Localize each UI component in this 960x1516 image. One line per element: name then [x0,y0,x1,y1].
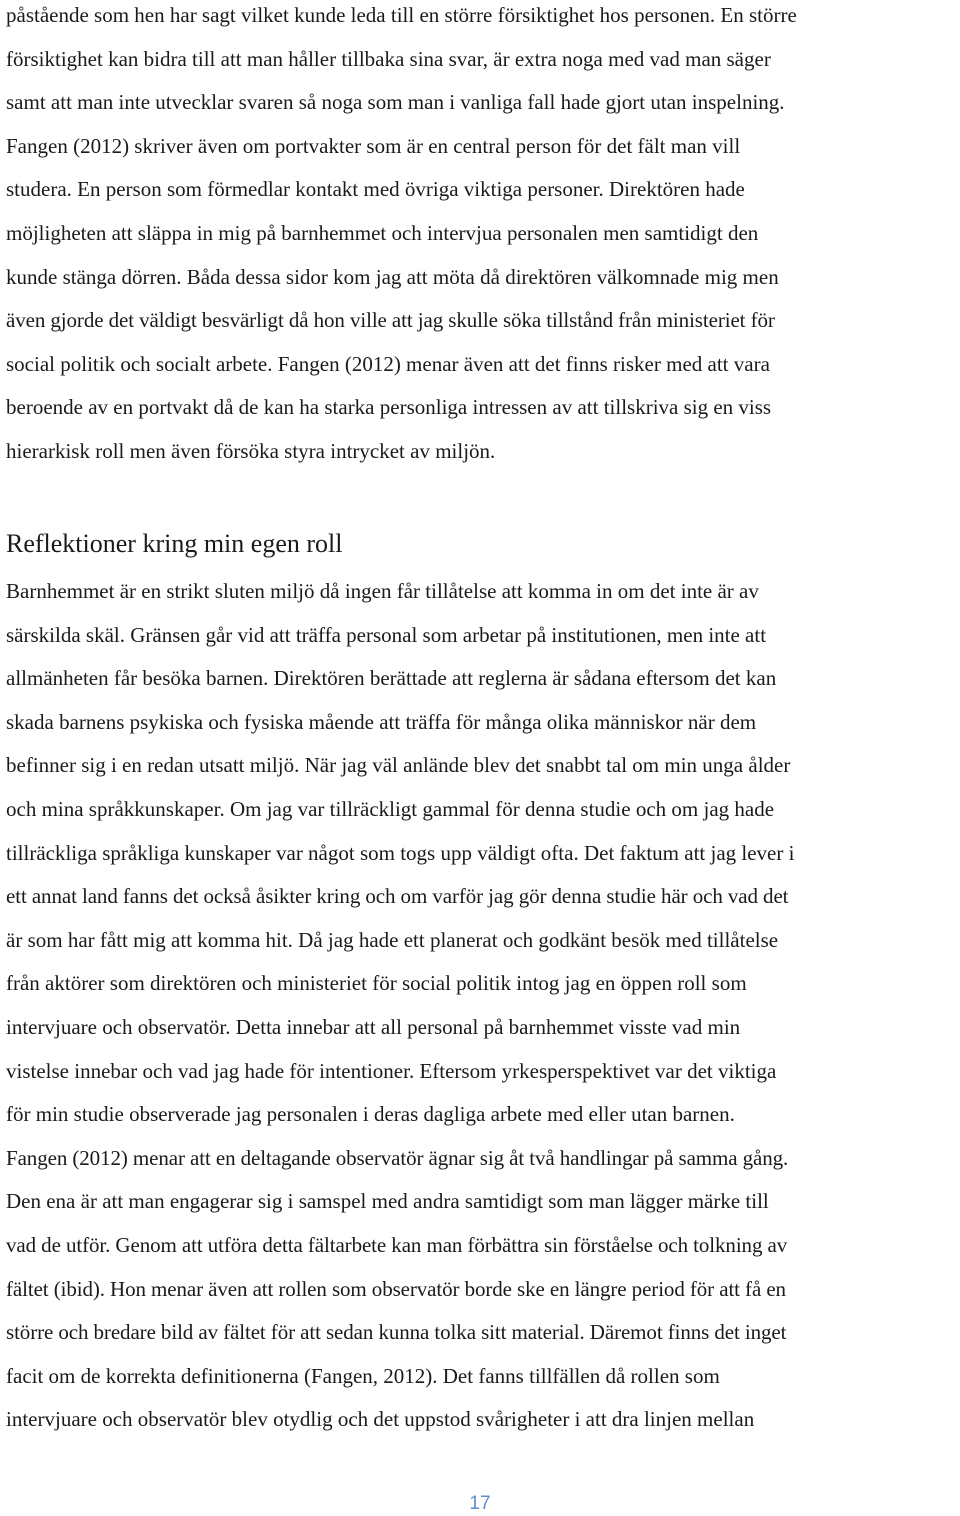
paragraph-line: vistelse innebar och vad jag hade för intentioner. Eftersom yrkesperspektivet var det viktiga [6,1058,777,1083]
paragraph-line: från aktörer som direktören och ministeriet för social politik intog jag en öppen roll som [6,971,747,996]
paragraph-line: ett annat land fanns det också åsikter kring och om varför jag gör denna studie här och vad det [6,884,789,909]
section-heading: Reflektioner kring min egen roll [6,529,343,558]
paragraph-line: Barnhemmet är en strikt sluten miljö då ingen får tillåtelse att komma in om det inte är av [6,579,759,603]
paragraph-line: intervjuare och observatör. Detta innebar att all personal på barnhemmet visste vad min [6,1014,741,1039]
paragraph-line: Fangen (2012) menar att en deltagande observatör ägnar sig åt två handlingar på samma gång. [6,1145,789,1170]
paragraph-line: samt att man inte utvecklar svaren så noga som man i vanliga fall hade gjort utan inspelning. [6,90,785,115]
paragraph-line: beroende av en portvakt då de kan ha starka personliga intressen av att tillskriva sig en viss [6,395,772,420]
paragraph-line: skada barnens psykiska och fysiska mående att träffa för många olika människor när dem [6,709,757,734]
paragraph-line: studera. En person som förmedlar kontakt med övriga viktiga personer. Direktören hade [6,177,745,202]
paragraph-line: och mina språkkunskaper. Om jag var tillräckligt gammal för denna studie och om jag hade [6,796,775,821]
paragraph-line: påstående som hen har sagt vilket kunde leda till en större försiktighet hos personen. En större [6,3,797,27]
paragraph-line: större och bredare bild av fältet för att sedan kunna tolka sitt material. Däremot finns det inget [6,1320,787,1345]
paragraph-line: befinner sig i en redan utsatt miljö. När jag väl anlände blev det snabbt tal om min unga ålder [6,753,791,778]
paragraph-line: tillräckliga språkliga kunskaper var något som togs upp väldigt ofta. Det faktum att jag lever i [6,840,795,865]
paragraph-line: för min studie observerade jag personalen i deras dagliga arbete med eller utan barnen. [6,1102,735,1127]
paragraph-line: försiktighet kan bidra till att man håller tillbaka sina svar, är extra noga med vad man säger [6,46,771,71]
paragraph-line: särskilda skäl. Gränsen går vid att träffa personal som arbetar på institutionen, men inte att [6,622,767,647]
paragraph-line: är som har fått mig att komma hit. Då jag hade ett planerat och godkänt besök med tillåtelse [6,927,779,952]
paragraph-line: allmänheten får besöka barnen. Direktören berättade att reglerna är sådana eftersom det kan [6,666,777,691]
paragraph-line: facit om de korrekta definitionerna (Fangen, 2012). Det fanns tillfällen då rollen som [6,1363,720,1388]
paragraph-2 [6,570,960,1442]
paragraph-line: vad de utför. Genom att utföra detta fältarbete kan man förbättra sin förståelse och tolkning av [6,1232,788,1257]
paragraph-line: fältet (ibid). Hon menar även att rollen som observatör borde ske en längre period för att få en [6,1276,786,1301]
paragraph-line: Den ena är att man engagerar sig i samspel med andra samtidigt som man lägger märke till [6,1189,769,1214]
paragraph-line: social politik och socialt arbete. Fangen (2012) menar även att det finns risker med att vara [6,351,770,376]
paragraph-line: även gjorde det väldigt besvärligt då hon ville att jag skulle söka tillstånd från ministeriet för [6,308,775,333]
paragraph-line: kunde stänga dörren. Båda dessa sidor kom jag att möta då direktören välkomnade mig men [6,264,779,289]
paragraph-1 [6,0,960,474]
paragraph-line: hierarkisk roll men även försöka styra intrycket av miljön. [6,438,496,463]
paragraph-line: möjligheten att släppa in mig på barnhemmet och intervjua personalen men samtidigt den [6,220,759,245]
paragraph-line: intervjuare och observatör blev otydlig och det uppstod svårigheter i att dra linjen mellan [6,1407,755,1432]
page-number: 17 [469,1493,491,1514]
paragraph-line: Fangen (2012) skriver även om portvakter som är en central person för det fält man vill [6,133,741,158]
